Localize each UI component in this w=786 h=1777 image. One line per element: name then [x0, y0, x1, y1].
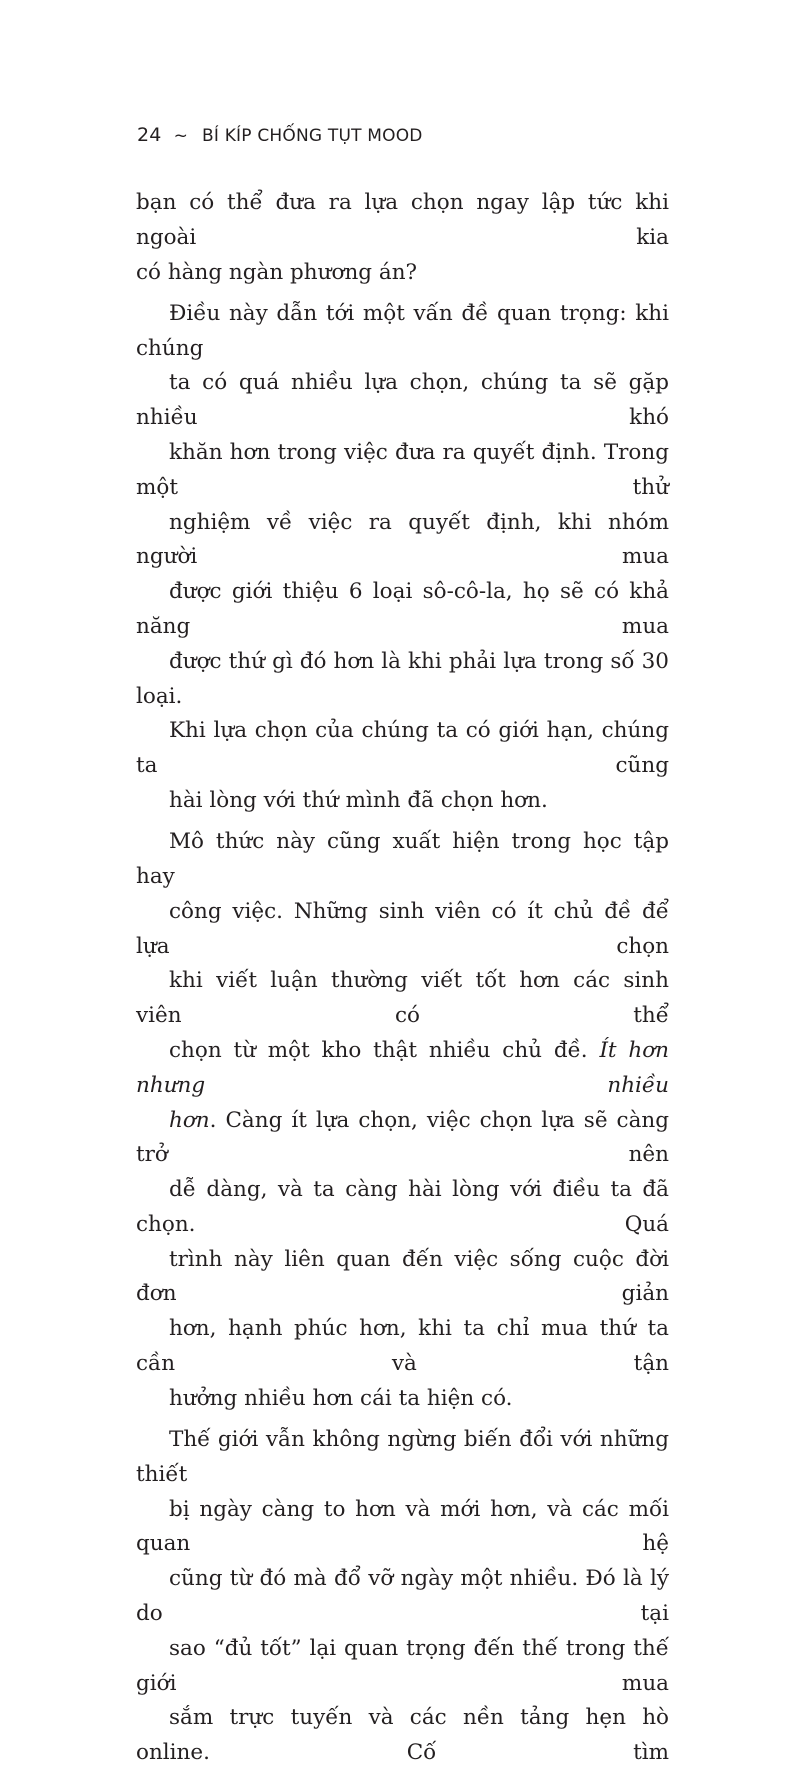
text-line: bị ngày càng to hơn và mới hơn, và các mối quan hệ: [136, 1496, 669, 1557]
text-line: Mô thức này cũng xuất hiện trong học tập hay: [136, 829, 669, 889]
text-line: [136, 1034, 669, 1104]
text-line: khi viết luận thường viết tốt hơn các sinh viên có thể: [136, 968, 669, 1029]
text-line: nghiệm về việc ra quyết định, khi nhóm người mua: [136, 509, 669, 570]
text-line: công việc. Những sinh viên có ít chủ đề để lựa chọn: [136, 898, 669, 959]
text-line: dễ dàng, và ta càng hài lòng với điều ta đã chọn. Quá: [136, 1177, 669, 1237]
text-line: cũng từ đó mà đổ vỡ ngày một nhiều. Đó là lý do tại: [136, 1566, 669, 1627]
text-line: bạn có thể đưa ra lựa chọn ngay lập tức khi ngoài kia: [136, 190, 669, 250]
italic-phrase: hơn: [169, 1107, 210, 1133]
text-line: Thế giới vẫn không ngừng biến đổi với những thiết: [136, 1427, 669, 1487]
italic-phrase: Ít hơn nhưng nhiều: [136, 1037, 669, 1098]
text-line: có hàng ngàn phương án?: [136, 259, 418, 285]
paragraph-4: [136, 1423, 669, 1771]
paragraph-1: [136, 186, 669, 290]
text-line: được giới thiệu 6 loại sô-cô-la, họ sẽ có khả năng mua: [136, 579, 669, 639]
paragraph-2: [136, 297, 669, 819]
text-line: hài lòng với thứ mình đã chọn hơn.: [169, 787, 548, 813]
text-line: trình này liên quan đến việc sống cuộc đời đơn giản: [136, 1246, 669, 1307]
text-line: Điều này dẫn tới một vấn đề quan trọng: khi chúng: [136, 300, 669, 361]
paragraph-3: [136, 825, 669, 1417]
text-line: ta có quá nhiều lựa chọn, chúng ta sẽ gặp nhiều khó: [136, 370, 669, 431]
header-separator: ~: [173, 126, 189, 146]
text-line: sao “đủ tốt” lại quan trọng đến thế trong thế giới mua: [136, 1635, 669, 1696]
text-line: Khi lựa chọn của chúng ta có giới hạn, chúng ta cũng: [136, 718, 669, 779]
text-line: hơn, hạnh phúc hơn, khi ta chỉ mua thứ ta cần và tận: [136, 1316, 669, 1377]
page-number: 24: [137, 124, 162, 146]
running-header: [137, 124, 423, 146]
text-segment: chọn từ một kho thật nhiều chủ đề.: [169, 1037, 600, 1063]
text-line: khăn hơn trong việc đưa ra quyết định. Trong một thử: [136, 439, 669, 500]
body-text: [136, 186, 669, 1777]
text-line: hưởng nhiều hơn cái ta hiện có.: [169, 1385, 513, 1411]
text-line: được thứ gì đó hơn là khi phải lựa trong số 30 loại.: [136, 648, 669, 709]
book-title: BÍ KÍP CHỐNG TỤT MOOD: [202, 126, 423, 146]
text-line: sắm trực tuyến và các nền tảng hẹn hò online. Cố tìm: [136, 1705, 669, 1766]
text-segment: . Càng ít lựa chọn, việc chọn lựa sẽ càng trở nên: [136, 1107, 669, 1168]
text-line: [136, 1104, 669, 1174]
